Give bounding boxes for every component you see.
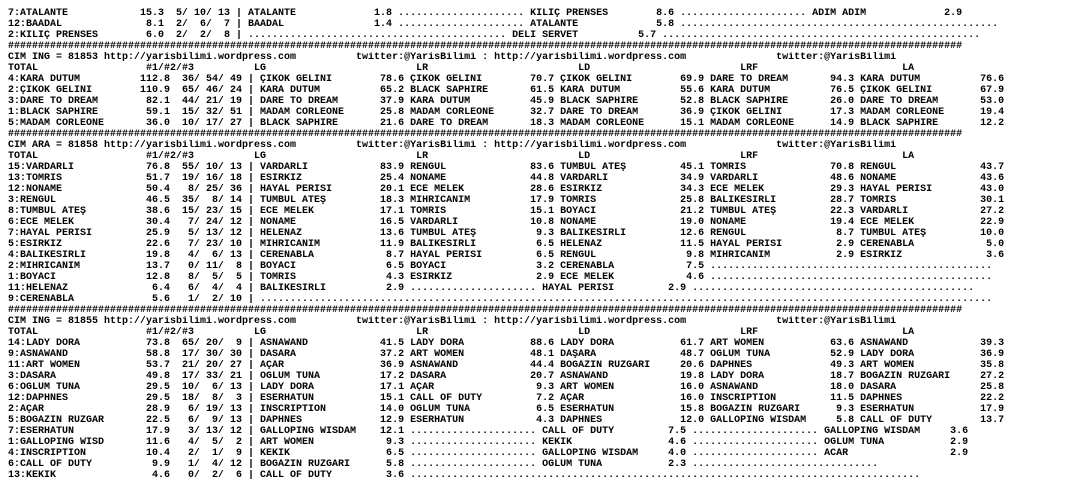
text-line: 12:BAADAL 8.1 2/ 6/ 7 | BAADAL 1.4 ..................... ATALANTE 5.8 ..................................................... bbox=[8, 19, 999, 30]
text-line: 6:CALL OF DUTY 9.9 1/ 4/ 12 | BOĞAZIN RÜZGARI 5.8 ..................... OĞLUM TUNA 2.3 ............................... bbox=[8, 459, 879, 470]
text-line: 2:MİHRİCANIM 13.7 0/ 11/ 8 | BOYACI 6.5 BOYACI 3.2 CERENABLA 7.5 ............................................... bbox=[8, 261, 993, 272]
text-line: 12:NONAME 50.4 8/ 25/ 36 | HAYAL PERİSİ 20.1 ECE MELEK 28.6 ESİRKIZ 34.3 ECE MELEK 29.3 HAYAL PERİSİ 43.0 bbox=[8, 184, 1005, 195]
text-line: CIM ING = 81853 http://yarisbilimi.wordpress.com twitter:@YarisBilimi : http://yarisbilimi.wordpress.com twitter:@YarisBilimi bbox=[8, 52, 897, 63]
text-line: 3:DASARA 49.8 17/ 33/ 21 | OĞLUM TUNA 17.2 DASARA 20.7 ASNAWAND 19.8 LADY DORA 18.7 BOĞAZIN RÜZGARI 27.2 bbox=[8, 371, 1005, 382]
text-line: 2:AÇAR 28.9 6/ 19/ 13 | INSCRIPTION 14.0 OĞLUM TUNA 6.5 ESERHATUN 15.8 BOĞAZIN RÜZGARI 9.3 ESERHATUN 17.9 bbox=[8, 404, 1005, 415]
text-line: 1:GALLOPING WISD 11.6 4/ 5/ 2 | ART WOMEN 9.3 ..................... KEKİK 4.6 ..................... OĞLUM TUNA 2.9 bbox=[8, 437, 969, 448]
text-line: 4:KARA DUTUM 112.8 36/ 54/ 49 | ÇİKOK GELİNİ 78.6 ÇİKOK GELİNİ 70.7 ÇİKOK GELİNİ 69.9 DARE TO DREAM 94.3 KARA DUTUM 76.6 bbox=[8, 74, 1005, 85]
text-line: 3:RENGÜL 46.5 35/ 8/ 14 | TUMBUL ATEŞ 18.3 MİHRİCANIM 17.9 TOMRİS 25.8 BALIKESİRLİ 28.7 TOMRİS 30.1 bbox=[8, 195, 1005, 206]
text-line: 14:LADY DORA 73.8 65/ 20/ 9 | ASNAWAND 41.5 LADY DORA 88.6 LADY DORA 61.7 ART WOMEN 63.6 ASNAWAND 39.3 bbox=[8, 338, 1005, 349]
text-line: 15:VARDARLI 76.8 55/ 10/ 13 | VARDARLI 83.9 RENGÜL 83.6 TUMBUL ATEŞ 45.1 TOMRİS 70.8 RENGÜL 43.7 bbox=[8, 162, 1005, 173]
text-line: 11:HELENAZ 6.4 6/ 4/ 4 | BALIKESİRLİ 2.9 ..................... HAYAL PERİSİ 2.9 ............................................... bbox=[8, 283, 975, 294]
text-line: 1:BLACK SAPHIRE 59.1 15/ 32/ 51 | MADAM CORLEONE 25.8 MADAM CORLEONE 32.7 DARE TO DREAM 36.9 ÇİKOK GELİNİ 17.3 MADAM CORLEONE 19.4 bbox=[8, 107, 1005, 118]
text-line: 9:ASNAWAND 58.8 17/ 30/ 30 | DASARA 37.2 ART WOMEN 48.1 DAŞARA 48.7 OĞLUM TUNA 52.9 LADY DORA 36.9 bbox=[8, 349, 1005, 360]
text-line: ############################################################################################################################################################### bbox=[8, 305, 963, 316]
text-line: 7:ATALANTE 15.3 5/ 10/ 13 | ATALANTE 1.8 ..................... KILIÇ PRENSES 8.6 ..................... ADIM ADIM 2.9 bbox=[8, 8, 963, 19]
text-line: 8:TUMBUL ATEŞ 38.6 15/ 23/ 15 | ECE MELEK 17.1 TOMRİS 15.1 BOYACI 21.2 TUMBUL ATEŞ 22.3 VARDARLI 27.2 bbox=[8, 206, 1005, 217]
text-line: CIM ING = 81855 http://yarisbilimi.wordpress.com twitter:@YarisBilimi : http://yarisbilimi.wordpress.com twitter:@YarisBilimi bbox=[8, 316, 897, 327]
text-line: 4:INSCRIPTION 10.4 2/ 1/ 9 | KEKİK 6.5 ..................... GALLOPING WISDAM 4.0 ..................... ACAR 2.9 bbox=[8, 448, 969, 459]
text-line: CIM ARA = 81858 http://yarisbilimi.wordpress.com twitter:@YarisBilimi : http://yarisbilimi.wordpress.com twitter:@YarisBilimi bbox=[8, 140, 897, 151]
text-line: ############################################################################################################################################################### bbox=[8, 129, 963, 140]
text-line: 13:TOMRİS 51.7 19/ 16/ 18 | ESİRKIZ 25.4 NONAME 44.8 VARDARLI 34.9 VARDARLI 48.6 NONAME 43.6 bbox=[8, 173, 1005, 184]
text-line: 13:KEKİK 4.6 0/ 2/ 6 | CALL OF DUTY 3.6 ..................................................................................... bbox=[8, 470, 921, 481]
text-line: TOTAL #1/#2/#3 LG LR LD LRF LA bbox=[8, 63, 915, 74]
text-line: 11:ART WOMEN 53.7 21/ 20/ 27 | AÇAR 36.9 ASNAWAND 44.4 BOĞAZIN RÜZGARI 20.6 DAPHNES 49.3 ART WOMEN 35.8 bbox=[8, 360, 1005, 371]
text-line: TOTAL #1/#2/#3 LG LR LD LRF LA bbox=[8, 151, 915, 162]
text-line: TOTAL #1/#2/#3 LG LR LD LRF LA bbox=[8, 327, 915, 338]
text-line: 7:ESERHATUN 17.9 3/ 13/ 12 | GALLOPING WISDAM 12.1 ..................... CALL OF DUTY 7.5 ..................... GALLOPING WISDAM 3.6 bbox=[8, 426, 969, 437]
text-line: 1:BOYACI 12.8 8/ 5/ 5 | TOMRİS 4.3 ESİRKIZ 2.9 ECE MELEK 4.6 ............................................... bbox=[8, 272, 993, 283]
text-line: 6:ECE MELEK 30.4 7/ 24/ 12 | NONAME 16.5 VARDARLI 10.8 NONAME 19.0 NONAME 19.4 ECE MELEK 22.9 bbox=[8, 217, 1005, 228]
text-line: 5:BOĞAZIN RÜZGAR 22.5 6/ 9/ 13 | DAPHNES 12.9 ESERHATUN 4.3 DAPHNES 12.0 GALLOPING WISDAM 5.8 CALL OF DUTY 13.7 bbox=[8, 415, 1005, 426]
text-line: 7:HAYAL PERİSİ 25.9 5/ 13/ 12 | HELENAZ 13.6 TUMBUL ATEŞ 9.3 BALIKESİRLİ 12.6 RENGÜL 8.7 TUMBUL ATEŞ 10.0 bbox=[8, 228, 1005, 239]
text-line: 4:BALIKESİRLİ 19.8 4/ 6/ 13 | CERENABLA 8.7 HAYAL PERİSİ 6.5 RENGÜL 9.8 MİHRİCANIM 2.9 ESİRKIZ 3.6 bbox=[8, 250, 1005, 261]
text-line: 2:ÇIKOK GELİNİ 110.9 65/ 46/ 24 | KARA DUTUM 65.2 BLACK SAPHIRE 61.5 KARA DUTUM 55.6 KARA DUTUM 76.5 ÇİKOK GELİNİ 67.9 bbox=[8, 85, 1005, 96]
text-line: 5:MADAM CORLEONE 36.0 10/ 17/ 27 | BLACK SAPHIRE 21.6 DARE TO DREAM 18.3 MADAM CORLEONE 15.1 MADAM CORLEONE 14.9 BLACK SAPHIRE 12.2 bbox=[8, 118, 1005, 129]
text-line: 12:DAPHNES 29.5 18/ 8/ 3 | ESERHATUN 15.1 CALL OF DUTY 7.2 AÇAR 16.0 INSCRIPTION 11.5 DAPHNES 22.2 bbox=[8, 393, 1005, 404]
text-line: 2:KILIÇ PRENSES 6.0 2/ 2/ 8 | ........................................... DELİ SERVET 5.7 ..................................................... bbox=[8, 30, 981, 41]
text-line: 3:DARE TO DREAM 82.1 44/ 21/ 19 | DARE TO DREAM 37.9 KARA DUTUM 45.9 BLACK SAPHIRE 52.8 BLACK SAPHIRE 26.0 DARE TO DREAM 53.0 bbox=[8, 96, 1005, 107]
text-line: 6:OĞLUM TUNA 29.5 10/ 6/ 13 | LADY DORA 17.1 AÇAR 9.3 ART WOMEN 16.0 ASNAWAND 18.0 DASARA 25.8 bbox=[8, 382, 1005, 393]
text-line: 5:ESİRKIZ 22.6 7/ 23/ 10 | MİHRİCANIM 11.9 BALIKESİRLİ 6.5 HELENAZ 11.5 HAYAL PERİSİ 2.9 CERENABLA 5.0 bbox=[8, 239, 1005, 250]
text-line: 9:CERENABLA 5.6 1/ 2/ 10 | .......................................................................................................................... bbox=[8, 294, 993, 305]
race-statistics-sheet bbox=[8, 8, 1072, 488]
text-line: ############################################################################################################################################################### bbox=[8, 41, 963, 52]
